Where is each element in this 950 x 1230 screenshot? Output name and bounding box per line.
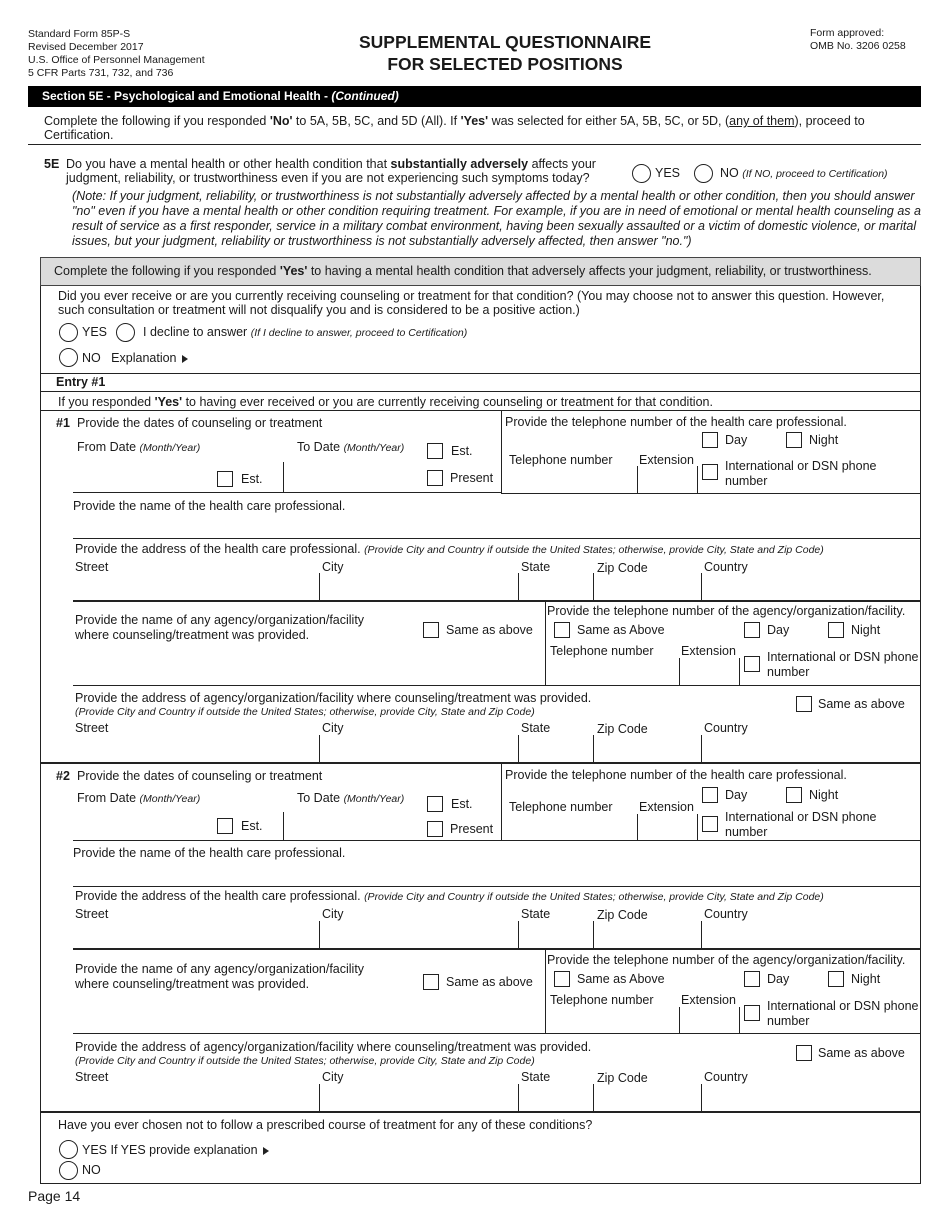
to-date-label: To Date (Month/Year) [297,791,405,805]
international-checkbox[interactable] [702,464,718,480]
same-label: Same as above [818,697,905,711]
day-checkbox[interactable] [702,787,718,803]
intl-label-2: number [725,825,768,839]
night-checkbox[interactable] [786,787,802,803]
night-checkbox[interactable] [828,971,844,987]
address-same-checkbox[interactable] [796,1045,812,1061]
entry-2-number: #2 [56,769,70,783]
facility-phone-label: Provide the telephone number of the agency/organization/facility. [547,604,906,618]
facility-address-note: (Provide City and Country if outside the United States; otherwise, provide City, State and Zip Code) [75,1055,535,1067]
facility-same-checkbox[interactable] [423,622,439,638]
facility-same-checkbox[interactable] [423,974,439,990]
hcp-name-label: Provide the name of the health care professional. [73,499,346,513]
intl-label-2: number [767,665,810,679]
zip-label: Zip Code [597,908,648,922]
telephone-label: Telephone number [550,993,654,1007]
intro-text-2: Certification. [44,128,114,142]
telephone-label: Telephone number [509,800,613,814]
dates-label: Provide the dates of counseling or treatment [77,769,323,783]
q5e-note-1: (Note: If your judgment, reliability, or trustworthiness is not substantially adversely affected by a mental health or other condition, then you should answer [72,189,915,203]
section-title: Section 5E - Psychological and Emotional Health - (Continued) [42,89,399,103]
night-label: Night [851,972,881,986]
page-title: SUPPLEMENTAL QUESTIONNAIRE [358,32,651,52]
dates-label: Provide the dates of counseling or treatment [77,416,323,430]
same-label: Same as above [446,623,533,637]
counsel-question-2: such consultation or treatment will not disqualify you and is considered to be a positive action.) [58,303,580,317]
city-label: City [322,721,344,735]
final-no-label: NO [82,1163,101,1177]
extension-label: Extension [681,644,736,658]
to-date-label: To Date (Month/Year) [297,440,405,454]
q5e-note-3: result of service as a first responder, service in a military combat environment, having been sexually assaulted or a victim of domestic violence, or marital [72,219,917,233]
present-checkbox[interactable] [427,821,443,837]
arrow-right-icon [263,1147,269,1155]
from-date-label: From Date (Month/Year) [77,791,201,805]
state-label: State [521,560,551,574]
est-label: Est. [241,472,263,486]
state-label: State [521,907,551,921]
omb-number: OMB No. 3206 0258 [810,40,906,52]
entry-1-number: #1 [56,416,70,430]
frame-right [920,286,921,1184]
to-date-est-checkbox[interactable] [427,443,443,459]
q5e-number: 5E [44,157,60,171]
international-checkbox[interactable] [744,1005,760,1021]
night-checkbox[interactable] [828,622,844,638]
counsel-question: Did you ever receive or are you currently receiving counseling or treatment for that condition? (You may choose not to answer this question. However, [58,289,885,303]
day-checkbox[interactable] [744,622,760,638]
facility-address-label: Provide the address of agency/organization/facility where counseling/treatment was provided. [75,1040,592,1054]
day-label: Day [725,788,748,802]
q5e-yes-radio[interactable] [632,164,651,183]
final-yes-label: YES If YES provide explanation [82,1143,269,1158]
hcp-name-label: Provide the name of the health care professional. [73,846,346,860]
q5e-question: Do you have a mental health or other health condition that substantially adversely affects your [66,157,596,171]
phone-same-checkbox[interactable] [554,971,570,987]
hcp-address-label: Provide the address of the health care professional. (Provide City and Country if outside the United States; otherwise, provide City, State and Zip Code) [75,542,824,556]
country-label: Country [704,560,748,574]
q5e-no-label: NO (If NO, proceed to Certification) [720,166,888,180]
day-label: Day [767,972,790,986]
counsel-decline-radio[interactable] [116,323,135,342]
zip-label: Zip Code [597,722,648,736]
intl-label: International or DSN phone [767,999,919,1013]
country-label: Country [704,721,748,735]
same-as-above-label: Same as Above [577,623,665,637]
city-label: City [322,560,344,574]
present-label: Present [450,471,494,485]
extension-label: Extension [639,800,694,814]
intro-text: Complete the following if you responded 'No' to 5A, 5B, 5C, and 5D (All). If 'Yes' was selected for either 5A, 5B, 5C, or 5D, (any of them), proceed to [44,114,865,128]
facility-address-label: Provide the address of agency/organization/facility where counseling/treatment was provided. [75,691,592,705]
telephone-label: Telephone number [550,644,654,658]
international-checkbox[interactable] [744,656,760,672]
est-label: Est. [451,797,473,811]
night-checkbox[interactable] [786,432,802,448]
entry-instruction: If you responded 'Yes' to having ever received or you are currently receiving counseling or treatment for that condition. [58,395,713,409]
present-label: Present [450,822,494,836]
intl-label: International or DSN phone [725,810,877,824]
est-label: Est. [241,819,263,833]
day-checkbox[interactable] [744,971,760,987]
est-label: Est. [451,444,473,458]
international-checkbox[interactable] [702,816,718,832]
phone-same-checkbox[interactable] [554,622,570,638]
street-label: Street [75,907,109,921]
counsel-decline-label: I decline to answer (If I decline to answer, proceed to Certification) [143,325,468,339]
intl-label-2: number [725,474,768,488]
hcp-phone-label: Provide the telephone number of the health care professional. [505,768,847,782]
q5e-note-4: issues, but your judgment, reliability or trustworthiness is not substantially adversely affected, then answer "no.") [72,234,692,248]
telephone-label: Telephone number [509,453,613,467]
intl-label: International or DSN phone [725,459,877,473]
final-no-radio[interactable] [59,1161,78,1180]
from-date-est-checkbox[interactable] [217,818,233,834]
counsel-yes-label: YES [82,325,108,339]
country-label: Country [704,1070,748,1084]
present-checkbox[interactable] [427,470,443,486]
page-number: Page 14 [28,1188,81,1204]
page-subtitle: FOR SELECTED POSITIONS [387,54,623,74]
intl-label: International or DSN phone [767,650,919,664]
gray-instruction: Complete the following if you responded 'Yes' to having a mental health condition that adversely affects your judgment, reliability, or trustworthiness. [54,264,872,278]
intl-label-2: number [767,1014,810,1028]
form-agency: U.S. Office of Personnel Management [28,54,205,66]
same-as-above-label: Same as Above [577,972,665,986]
entry-title: Entry #1 [56,375,106,389]
same-label: Same as above [818,1046,905,1060]
final-yes-radio[interactable] [59,1140,78,1159]
facility-address-note: (Provide City and Country if outside the United States; otherwise, provide City, State and Zip Code) [75,706,535,718]
q5e-note-2: "no" even if you have a mental health or other condition requiring treatment. For example, if you are in need of emotional or mental health counseling as a [72,204,921,218]
day-checkbox[interactable] [702,432,718,448]
street-label: Street [75,560,109,574]
final-question: Have you ever chosen not to follow a prescribed course of treatment for any of these conditions? [58,1118,593,1132]
state-label: State [521,721,551,735]
city-label: City [322,1070,344,1084]
frame-left [40,286,41,1184]
q5e-question-2: judgment, reliability, or trustworthiness even if you are not experiencing such symptoms today? [66,171,590,185]
form-cfr: 5 CFR Parts 731, 732, and 736 [28,67,174,79]
from-date-est-checkbox[interactable] [217,471,233,487]
extension-label: Extension [681,993,736,1007]
address-same-checkbox[interactable] [796,696,812,712]
hcp-address-label: Provide the address of the health care professional. (Provide City and Country if outside the United States; otherwise, provide City, State and Zip Code) [75,889,824,903]
facility-label-2: where counseling/treatment was provided. [75,977,310,991]
counsel-yes-radio[interactable] [59,323,78,342]
facility-phone-label: Provide the telephone number of the agency/organization/facility. [547,953,906,967]
night-label: Night [809,433,839,447]
facility-label: Provide the name of any agency/organization/facility [75,613,365,627]
night-label: Night [851,623,881,637]
to-date-est-checkbox[interactable] [427,796,443,812]
counsel-no-label: NO Explanation [82,351,188,366]
q5e-no-radio[interactable] [694,164,713,183]
arrow-right-icon [182,355,188,363]
extension-label: Extension [639,453,694,467]
facility-label: Provide the name of any agency/organization/facility [75,962,365,976]
zip-label: Zip Code [597,1071,648,1085]
q5e-yes-label: YES [655,166,681,180]
hcp-phone-label: Provide the telephone number of the health care professional. [505,415,847,429]
facility-label-2: where counseling/treatment was provided. [75,628,310,642]
from-date-label: From Date (Month/Year) [77,440,201,454]
form-revised: Revised December 2017 [28,41,144,53]
country-label: Country [704,907,748,921]
day-label: Day [725,433,748,447]
night-label: Night [809,788,839,802]
street-label: Street [75,721,109,735]
zip-label: Zip Code [597,561,648,575]
same-label: Same as above [446,975,533,989]
form-id: Standard Form 85P-S [28,28,131,40]
counsel-no-radio[interactable] [59,348,78,367]
state-label: State [521,1070,551,1084]
day-label: Day [767,623,790,637]
form-approved: Form approved: [810,27,885,39]
street-label: Street [75,1070,109,1084]
city-label: City [322,907,344,921]
